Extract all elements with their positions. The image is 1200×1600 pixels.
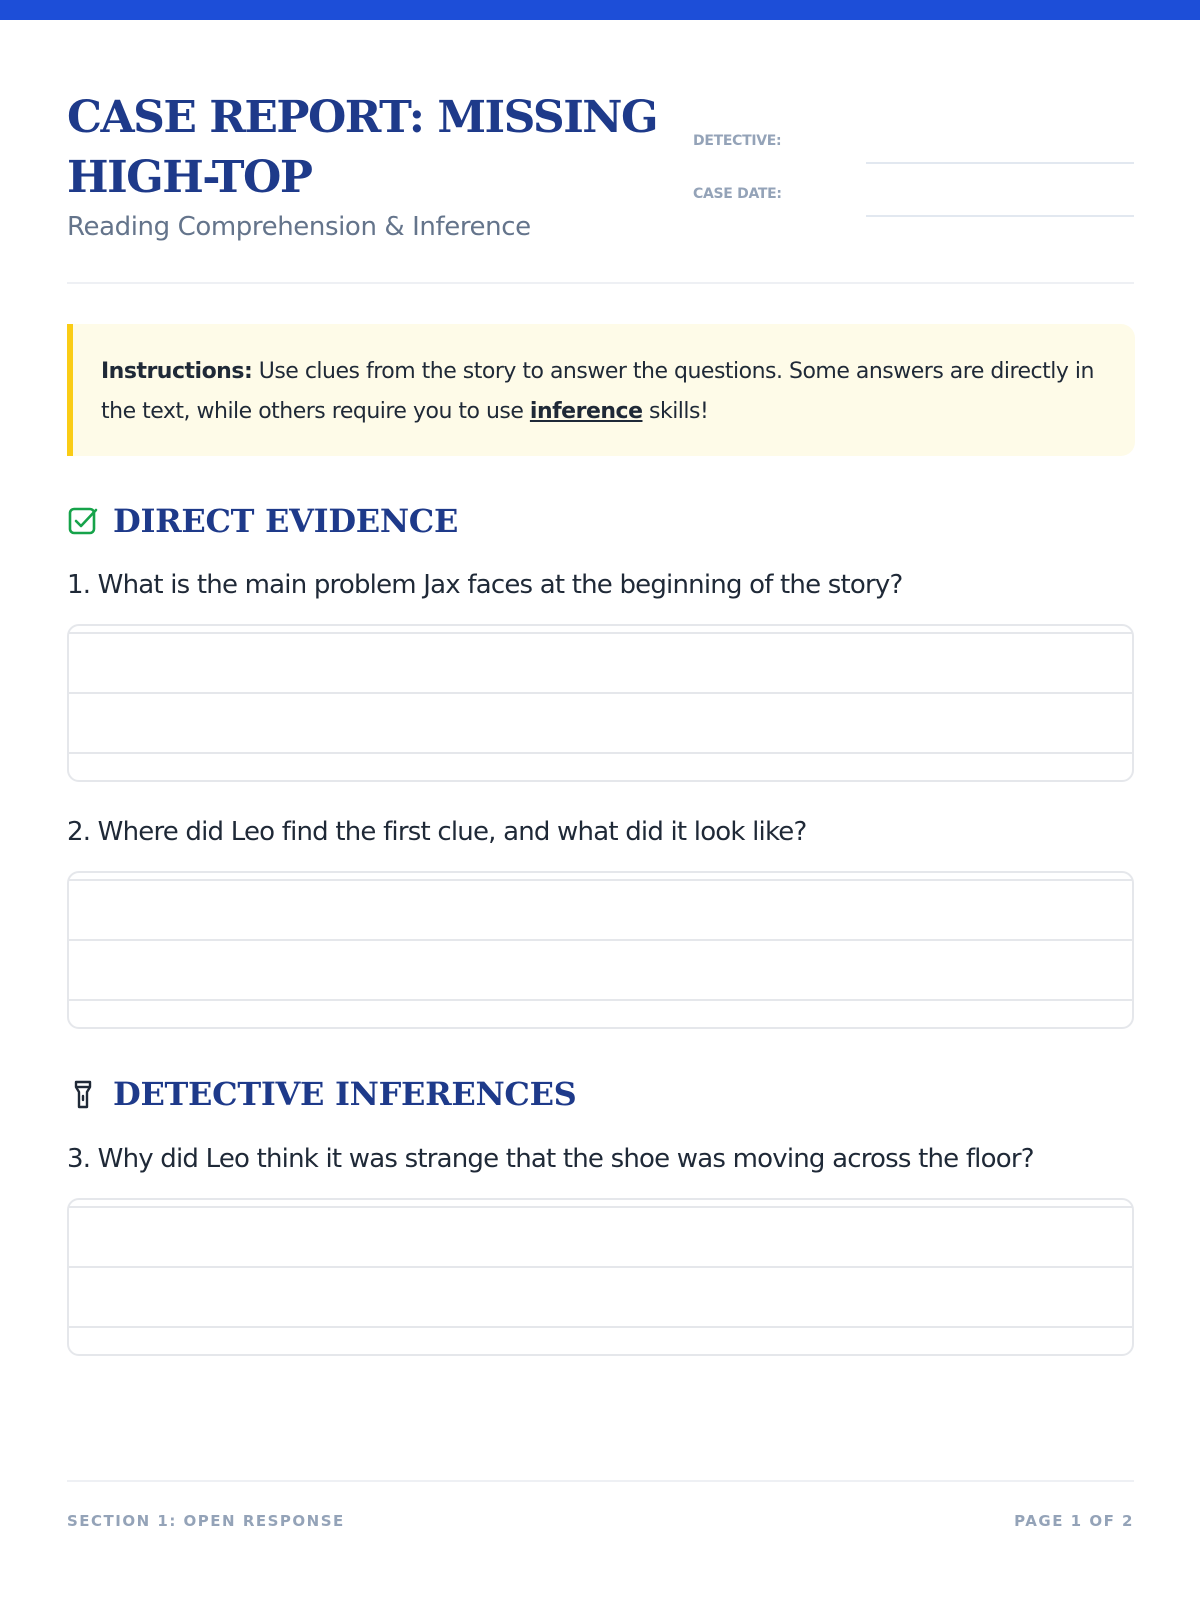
footer-page-number: PAGE 1 OF 2	[1014, 1512, 1134, 1530]
section-direct-evidence	[67, 501, 458, 541]
answer-box-1[interactable]	[67, 624, 1134, 782]
case-date-label: CASE DATE:	[693, 186, 782, 202]
top-accent-bar	[0, 0, 1200, 20]
page-subtitle: Reading Comprehension & Inference	[67, 212, 531, 242]
answer-line	[69, 999, 1132, 1001]
answer-line	[69, 939, 1132, 941]
worksheet-header	[67, 88, 1134, 284]
question-3: 3. Why did Leo think it was strange that the shoe was moving across the floor?	[67, 1144, 1034, 1174]
section-title: DIRECT EVIDENCE	[113, 502, 459, 540]
detective-label: DETECTIVE:	[693, 133, 782, 149]
section-title: DETECTIVE INFERENCES	[113, 1075, 577, 1113]
answer-line	[69, 1326, 1132, 1328]
case-date-field[interactable]	[866, 215, 1134, 217]
question-2: 2. Where did Leo find the first clue, and what did it look like?	[67, 817, 807, 847]
answer-line	[69, 692, 1132, 694]
answer-line	[69, 1266, 1132, 1268]
answer-box-2[interactable]	[67, 871, 1134, 1029]
footer-section-label: SECTION 1: OPEN RESPONSE	[67, 1512, 345, 1530]
detective-field[interactable]	[866, 162, 1134, 164]
page-title: CASE REPORT: MISSING HIGH-TOP	[67, 92, 658, 203]
instructions-text: Use clues from the story to answer the questions. Some answers are directly in the text, while others require you to use	[101, 359, 1094, 424]
flashlight-icon	[67, 1078, 99, 1110]
answer-line	[69, 632, 1132, 634]
answer-line	[69, 1206, 1132, 1208]
answer-line	[69, 879, 1132, 881]
instructions-box	[67, 324, 1135, 456]
section-detective-inferences	[67, 1074, 577, 1114]
instructions-label: Instructions:	[101, 359, 253, 384]
answer-box-3[interactable]	[67, 1198, 1134, 1356]
instructions-text-end: skills!	[642, 399, 709, 424]
checkbox-icon	[67, 505, 99, 537]
footer-divider	[67, 1480, 1134, 1482]
question-1: 1. What is the main problem Jax faces at the beginning of the story?	[67, 570, 903, 600]
answer-line	[69, 752, 1132, 754]
inference-keyword: inference	[529, 399, 643, 424]
